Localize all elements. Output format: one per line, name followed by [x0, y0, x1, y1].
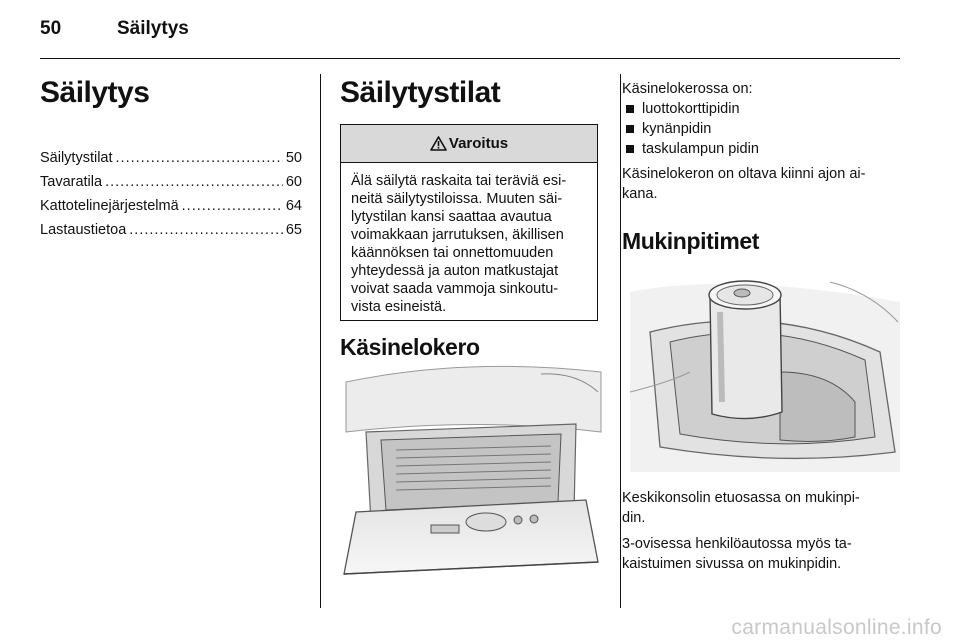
warning-triangle-icon — [430, 136, 447, 151]
toc-entry[interactable] — [40, 150, 302, 174]
paragraph-line: kaistuimen sivussa on mukinpidin. — [622, 556, 842, 572]
toc-leader — [116, 150, 283, 166]
list-item-text: kynänpidin — [642, 121, 712, 137]
warning-text — [341, 163, 597, 316]
bullet-icon — [626, 125, 634, 133]
glovebox-content — [622, 79, 907, 204]
table-of-contents — [40, 150, 302, 246]
warning-title: Varoitus — [448, 135, 509, 152]
toc-label: Tavaratila — [40, 174, 103, 190]
warning-line: käännöksen tai onnettomuuden — [351, 245, 554, 261]
list-item — [622, 99, 907, 119]
warning-line: yhteydessä ja auton matkustajat — [351, 263, 559, 279]
list-item — [622, 119, 907, 139]
toc-page: 64 — [285, 198, 302, 214]
page-number: 50 — [40, 18, 62, 39]
glovebox-note-line: Käsinelokeron on oltava kiinni ajon ai- — [622, 166, 866, 182]
toc-page: 50 — [285, 150, 302, 166]
warning-line: voimakkaan jarrutuksen, äkillisen — [351, 227, 564, 243]
toc-page: 60 — [285, 174, 302, 190]
section-title: Säilytystilat — [340, 76, 501, 109]
paragraph-line: Keskikonsolin etuosassa on mukinpi- — [622, 490, 860, 506]
list-item-text: luottokorttipidin — [642, 101, 740, 117]
toc-label: Säilytystilat — [40, 150, 113, 166]
warning-line: Älä säilytä raskaita tai teräviä esi- — [351, 173, 567, 189]
warning-line: voivat saada vammoja sinkoutu- — [351, 281, 559, 297]
header-rule — [40, 58, 900, 59]
toc-entry[interactable] — [40, 198, 302, 222]
toc-leader — [129, 222, 283, 238]
paragraph-line: 3-ovisessa henkilöautossa myös ta- — [622, 536, 852, 552]
list-item-text: taskulampun pidin — [642, 141, 759, 157]
warning-line: lytystilan kansi saattaa avautua — [351, 209, 552, 225]
glovebox-heading: Käsinelokero — [340, 334, 480, 360]
toc-entry[interactable] — [40, 174, 302, 198]
toc-page: 65 — [285, 222, 302, 238]
list-item — [622, 139, 907, 159]
warning-line: vista esineistä. — [351, 299, 447, 315]
toc-leader — [105, 174, 283, 190]
glovebox-intro: Käsinelokerossa on: — [622, 81, 753, 97]
toc-leader — [182, 198, 283, 214]
watermark: carmanualsonline.info — [731, 616, 942, 639]
warning-line: neitä säilytystiloissa. Muuten säi- — [351, 191, 563, 207]
chapter-title: Säilytys — [40, 76, 150, 109]
glovebox-note-line: kana. — [622, 186, 658, 202]
cupholder-illustration — [630, 262, 900, 472]
warning-header — [341, 125, 597, 163]
toc-label: Lastaustietoa — [40, 222, 127, 238]
toc-label: Kattotelinejärjestelmä — [40, 198, 179, 214]
paragraph-line: din. — [622, 510, 646, 526]
bullet-icon — [626, 105, 634, 113]
bullet-icon — [626, 145, 634, 153]
glovebox-illustration — [336, 362, 604, 578]
column-divider-1 — [320, 74, 321, 608]
cupholders-heading: Mukinpitimet — [622, 228, 760, 254]
column-divider-2 — [620, 74, 621, 608]
cupholders-content — [622, 488, 907, 574]
running-header: Säilytys — [117, 18, 189, 39]
toc-entry[interactable] — [40, 222, 302, 246]
warning-box — [340, 124, 598, 321]
